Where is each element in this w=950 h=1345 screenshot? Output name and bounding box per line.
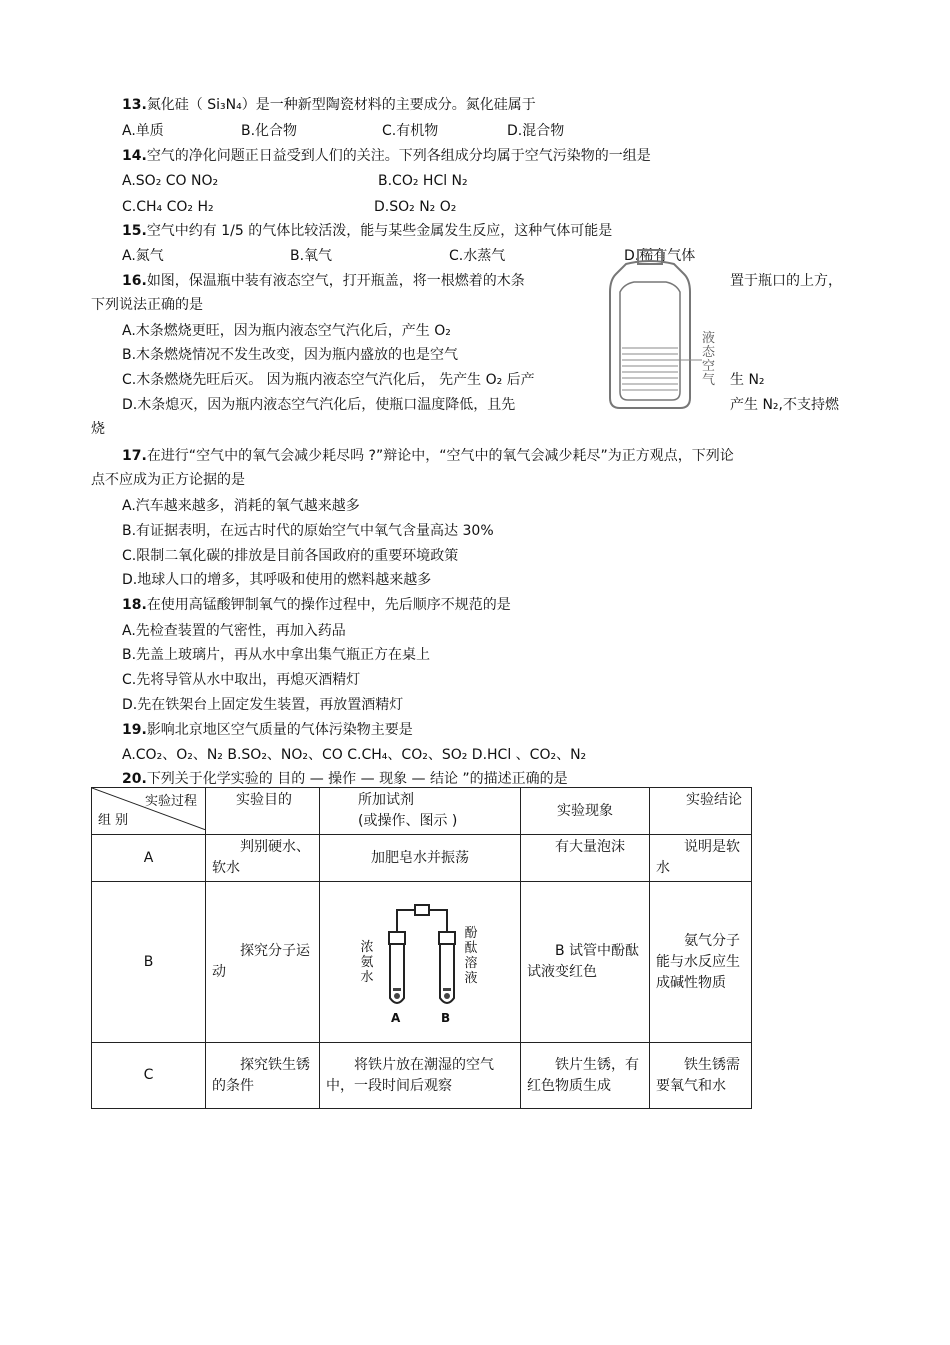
q16-option-b: B.木条燃烧情况不发生改变，因为瓶内盛放的也是空气 <box>122 347 459 363</box>
q17-option-b: B.有证据表明，在远古时代的原始空气中氧气含量高达 30% <box>122 523 494 539</box>
header-group-label: 组 别 <box>98 813 129 828</box>
q13-option-a: A.单质 <box>122 123 164 139</box>
q17-stem-line2: 点不应成为正方论据的是 <box>91 472 245 488</box>
q15-option-c: C.水蒸气 <box>449 248 506 264</box>
row-b-conclusion: 氨气分子能与水反应生成碱性物质 <box>650 882 752 1043</box>
table-row <box>92 882 752 1043</box>
header-conclusion: 实验结论 <box>650 788 752 835</box>
row-a-phenomenon: 有大量泡沫 <box>521 835 650 882</box>
q19-options: A.CO₂、O₂、N₂ B.SO₂、NO₂、CO C.CH₄、CO₂、SO₂ D.HCl 、CO₂、N₂ <box>122 747 587 763</box>
q16-option-d-line2: 烧 <box>91 421 105 437</box>
q14-option-c: C.CH₄ CO₂ H₂ <box>122 199 214 215</box>
q18-option-a: A.先检查装置的气密性，再加入药品 <box>122 623 346 639</box>
q13-option-b: B.化合物 <box>241 123 298 139</box>
q16-option-c-right: 生 N₂ <box>730 372 765 388</box>
header-phenomenon: 实验现象 <box>521 788 650 835</box>
q17-stem: 17.在进行“空气中的氧气会减少耗尽吗 ?”辩论中，“空气中的氧气会减少耗尽”为正方观点，下列论 <box>122 448 734 464</box>
q15-option-b: B.氧气 <box>290 248 333 264</box>
row-c-reagent: 将铁片放在潮湿的空气中，一段时间后观察 <box>320 1043 521 1109</box>
ammonia-diffusion-figure <box>355 898 485 1026</box>
q15-option-a: A.氮气 <box>122 248 164 264</box>
q16-option-d: D.木条熄灭，因为瓶内液态空气汽化后，使瓶口温度降低，且先 <box>122 397 516 413</box>
q17-option-a: A.汽车越来越多，消耗的氧气越来越多 <box>122 498 360 514</box>
header-process-label: 实验过程 <box>144 794 197 809</box>
q14-option-a: A.SO₂ CO NO₂ <box>122 173 219 189</box>
q16-stem: 16.如图，保温瓶中装有液态空气，打开瓶盖，将一根燃着的木条 <box>122 273 525 289</box>
q15-stem: 15.空气中约有 1/5 的气体比较活泼，能与某些金属发生反应，这种气体可能是 <box>122 223 613 239</box>
header-purpose: 实验目的 <box>206 788 320 835</box>
q16-option-c: C.木条燃烧先旺后灭。 因为瓶内液态空气汽化后， 先产生 O₂ 后产 <box>122 372 535 388</box>
row-c-group: C <box>92 1043 206 1109</box>
row-c-conclusion: 铁生锈需要氧气和水 <box>650 1043 752 1109</box>
row-a-group: A <box>92 835 206 882</box>
q13-option-d: D.混合物 <box>507 123 565 139</box>
row-b-figure-cell <box>320 882 521 1043</box>
q13-option-c: C.有机物 <box>382 123 439 139</box>
table-header-row <box>92 788 752 835</box>
q18-stem: 18.在使用高锰酸钾制氧气的操作过程中，先后顺序不规范的是 <box>122 597 511 613</box>
phenolphthalein-label: 酚酞溶液 <box>464 926 478 986</box>
row-c-purpose: 探究铁生锈的条件 <box>206 1043 320 1109</box>
q14-option-b: B.CO₂ HCl N₂ <box>378 173 468 189</box>
q19-stem: 19.影响北京地区空气质量的气体污染物主要是 <box>122 722 413 738</box>
table-row <box>92 1043 752 1109</box>
diagonal-header-cell <box>92 788 206 835</box>
q20-stem: 20.下列关于化学实验的 目的 — 操作 — 现象 — 结论 ”的描述正确的是 <box>122 771 568 787</box>
row-a-conclusion: 说明是软水 <box>650 835 752 882</box>
table-row <box>92 835 752 882</box>
q17-option-d: D.地球人口的增多，其呼吸和使用的燃料越来越多 <box>122 572 432 588</box>
row-b-group: B <box>92 882 206 1043</box>
q18-option-d: D.先在铁架台上固定发生装置，再放置酒精灯 <box>122 697 404 713</box>
q14-stem: 14.空气的净化问题正日益受到人们的关注。下列各组成分均属于空气污染物的一组是 <box>122 148 651 164</box>
row-b-purpose: 探究分子运动 <box>206 882 320 1043</box>
experiment-table <box>91 787 752 1109</box>
row-a-purpose: 判别硬水、软水 <box>206 835 320 882</box>
q15-option-d: D.稀有气体 <box>624 248 696 264</box>
row-c-phenomenon: 铁片生锈，有红色物质生成 <box>521 1043 650 1109</box>
q18-option-b: B.先盖上玻璃片，再从水中拿出集气瓶正方在桌上 <box>122 647 431 663</box>
q16-option-d-right: 产生 N₂,不支持燃 <box>730 397 839 413</box>
q18-option-c: C.先将导管从水中取出，再熄灭酒精灯 <box>122 672 361 688</box>
tube-a-label: A <box>391 1011 401 1025</box>
q16-stem-right: 置于瓶口的上方， <box>730 273 842 289</box>
concentrated-ammonia-label: 浓氨水 <box>360 940 374 985</box>
tube-b-label: B <box>441 1011 451 1025</box>
row-a-reagent: 加肥皂水并振荡 <box>320 835 521 882</box>
q16-stem-line2: 下列说法正确的是 <box>91 297 203 313</box>
thermos-label: 液态空气 <box>702 331 716 388</box>
row-b-phenomenon: B 试管中酚酞试液变红色 <box>521 882 650 1043</box>
header-reagent: 所加试剂 (或操作、图示 ) <box>320 788 521 835</box>
q14-option-d: D.SO₂ N₂ O₂ <box>374 199 457 215</box>
q16-option-a: A.木条燃烧更旺，因为瓶内液态空气汽化后，产生 O₂ <box>122 323 451 339</box>
thermos-figure <box>604 248 722 412</box>
q17-option-c: C.限制二氧化碳的排放是目前各国政府的重要环境政策 <box>122 548 459 564</box>
q13-stem: 13.氮化硅（ Si₃N₄）是一种新型陶瓷材料的主要成分。氮化硅属于 <box>122 97 536 113</box>
